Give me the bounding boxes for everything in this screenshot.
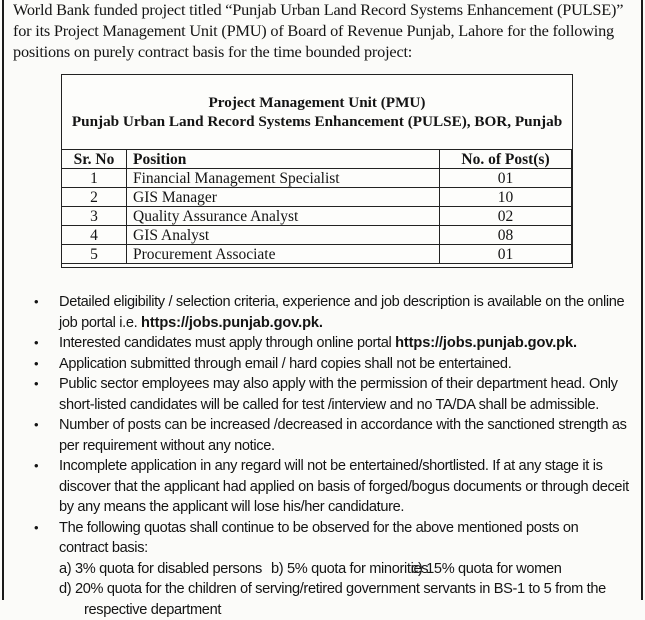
list-item-number-of-posts — [0, 415, 645, 456]
item-text: Public sector employees may also apply with the permission of their department head. Only short-listed candidates will be called for test /interview and no TA/DA shall be admissible. — [59, 376, 618, 413]
bullet-icon: • — [34, 415, 38, 436]
cell-position: Financial Management Specialist — [127, 169, 440, 188]
list-item-quotas — [0, 518, 645, 559]
item-text: The following quotas shall continue to be observed for the above mentioned posts on contract basis: — [59, 520, 578, 557]
header-no-of-posts: No. of Post(s) — [440, 150, 572, 169]
list-item-public-sector — [0, 374, 645, 415]
item-text: Detailed eligibility / selection criteria, experience and job description is available on the online job portal i.e. — [59, 294, 624, 331]
item-text: Incomplete application in any regard will not be entertained/shortlisted. If at any stage it is discover that the applicant had applied on basis of forged/bogus documents or through deceit by any means the applicant will lose his/her candidature. — [59, 458, 629, 515]
bullet-icon: • — [34, 518, 38, 539]
header-position: Position — [127, 150, 440, 169]
cell-posts: 01 — [440, 245, 572, 264]
box-title-pulse: Punjab Urban Land Record Systems Enhancement (PULSE), BOR, Punjab — [62, 113, 572, 131]
cell-position: GIS Analyst — [127, 226, 440, 245]
box-title-pmu: Project Management Unit (PMU) — [62, 94, 572, 112]
bullet-icon: • — [34, 354, 38, 375]
list-item-eligibility — [0, 292, 645, 333]
cell-posts: 10 — [440, 188, 572, 207]
quota-women: c) 15% quota for women — [411, 559, 561, 580]
item-text: Application submitted through email / hard copies shall not be entertained. — [59, 356, 511, 372]
quota-disabled: a) 3% quota for disabled persons — [59, 559, 271, 580]
bullet-icon: • — [34, 292, 38, 313]
positions-box — [61, 74, 573, 268]
table-row — [62, 188, 572, 207]
cell-sr-no: 3 — [62, 207, 127, 226]
table-row — [62, 226, 572, 245]
list-item-incomplete-application — [0, 456, 645, 518]
intro-paragraph: World Bank funded project titled “Punjab Urban Land Record Systems Enhancement (PULSE)” for its Project Management Unit (PMU) of Board of Revenue Punjab, Lahore for the following positions on purely contract basis for the time bounded project: — [13, 0, 638, 62]
cell-posts: 01 — [440, 169, 572, 188]
quota-row-d-continued — [0, 600, 645, 620]
bullet-icon: • — [34, 374, 38, 395]
cell-sr-no: 5 — [62, 245, 127, 264]
table-row — [62, 169, 572, 188]
header-sr-no: Sr. No — [62, 150, 127, 169]
cell-position: GIS Manager — [127, 188, 440, 207]
quota-row-abc — [0, 559, 645, 580]
item-text: Number of posts can be increased /decreased in accordance with the sanctioned strength as per requirement without any notice. — [59, 417, 627, 454]
table-header-row — [62, 150, 572, 169]
table-row — [62, 245, 572, 264]
quota-minorities: b) 5% quota for minorities — [271, 559, 411, 580]
cell-sr-no: 4 — [62, 226, 127, 245]
cell-posts: 08 — [440, 226, 572, 245]
bullet-icon: • — [34, 456, 38, 477]
cell-sr-no: 1 — [62, 169, 127, 188]
cell-posts: 02 — [440, 207, 572, 226]
bullet-icon: • — [34, 333, 38, 354]
list-item-no-hard-copies — [0, 354, 645, 375]
quota-row-d — [0, 579, 645, 600]
list-item-apply-online — [0, 333, 645, 354]
cell-position: Procurement Associate — [127, 245, 440, 264]
portal-link[interactable]: https://jobs.punjab.gov.pk. — [141, 315, 323, 331]
item-text: Interested candidates must apply through online portal — [59, 335, 395, 351]
portal-link[interactable]: https://jobs.punjab.gov.pk. — [395, 335, 577, 351]
cell-sr-no: 2 — [62, 188, 127, 207]
instructions-list — [0, 292, 645, 620]
table-row — [62, 207, 572, 226]
cell-position: Quality Assurance Analyst — [127, 207, 440, 226]
quota-d-continuation: respective department — [84, 602, 221, 618]
quota-children-govt-servants: d) 20% quota for the children of serving/retired government servants in BS-1 to 5 from the — [59, 581, 606, 597]
positions-table — [61, 149, 572, 264]
